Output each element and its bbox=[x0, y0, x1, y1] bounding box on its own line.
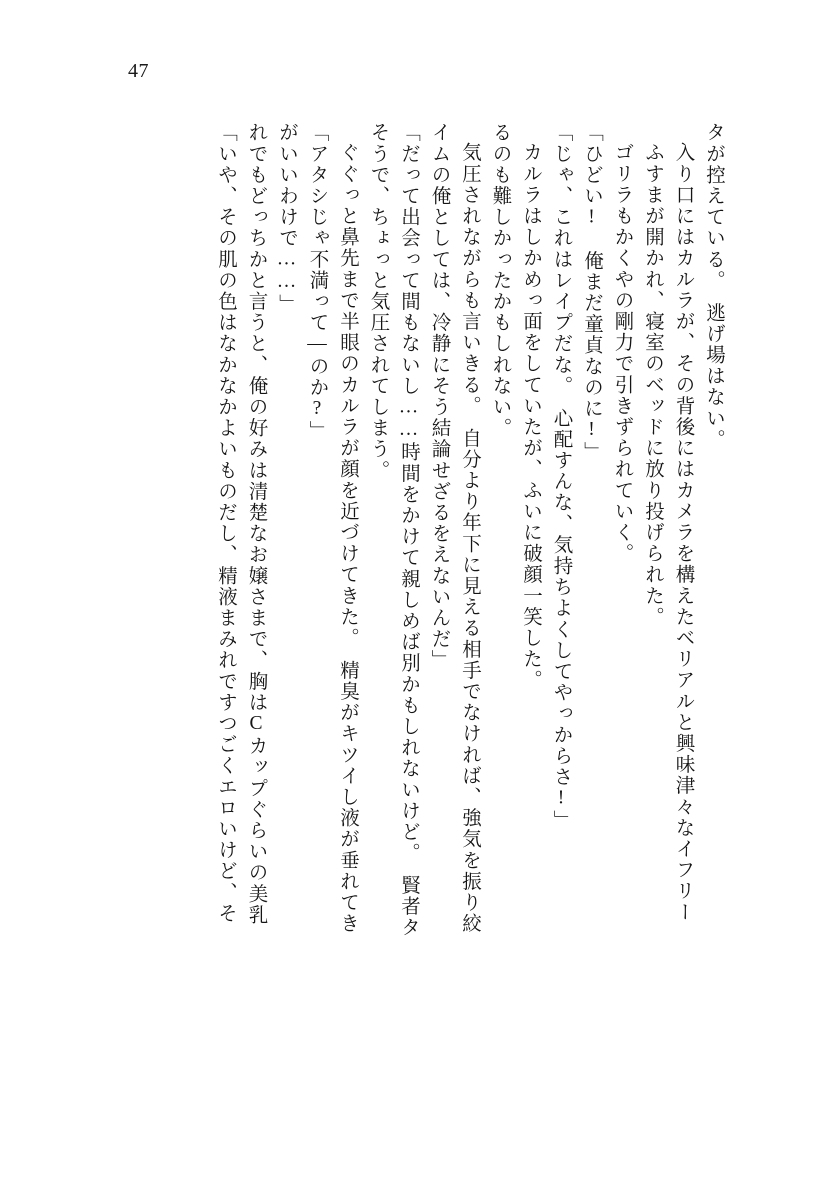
text-line: 「ひどい! 俺まだ童貞なのに!」 bbox=[581, 122, 602, 463]
page-number: 47 bbox=[128, 60, 149, 82]
text-line: ぐぐっと鼻先まで半眼のカルラが顔を近づけてきた。 精臭がキツイし液が垂れてき bbox=[337, 142, 358, 935]
text-line: 気圧されながらも言いきる。 自分より年下に見える相手でなければ、強気を振り絞 bbox=[459, 142, 480, 935]
body-text bbox=[205, 122, 724, 1082]
text-line: れでもどっちかと言うと、俺の好みは清楚なお嬢さまで、胸はCカップぐらいの美乳 bbox=[245, 122, 267, 926]
text-line: タが控えている。 逃げ場はない。 bbox=[703, 122, 724, 450]
text-line: 「アタシじゃ不満って―のか?」 bbox=[306, 122, 328, 442]
text-line: ゴリラもかくやの剛力で引きずられていく。 bbox=[611, 142, 633, 564]
text-line: 「だって出会って間もないし……時間をかけて親しめば別かもしれないけど。 賢者タ bbox=[398, 122, 419, 939]
text-line: 「じゃ、これはレイプだな。 心配すんな、気持ちよくしてやっからさ!」 bbox=[550, 122, 572, 832]
text-line: 入り口にはカルラが、その背後にはカメラを構えたベリアルと興味津々なイフリー bbox=[672, 142, 694, 923]
text-line: イムの俺としては、冷静にそう結論せざるをえないんだ」 bbox=[428, 122, 450, 671]
text-line: ふすまが開かれ、寝室のベッドに放り投げられた。 bbox=[642, 142, 663, 628]
text-line: そうで、ちょっと気圧されてしまう。 bbox=[367, 122, 389, 481]
text-line: るのも難しかったかもしれない。 bbox=[489, 122, 511, 439]
text-line: がいいわけで……」 bbox=[276, 122, 297, 315]
text-line: カルラはしかめっ面をしていたが、ふいに破顔一笑した。 bbox=[520, 142, 541, 691]
text-line: 「いや、その肌の色はなかなかよいものだし、精液まみれですつごくエロいけど、そ bbox=[215, 122, 236, 924]
